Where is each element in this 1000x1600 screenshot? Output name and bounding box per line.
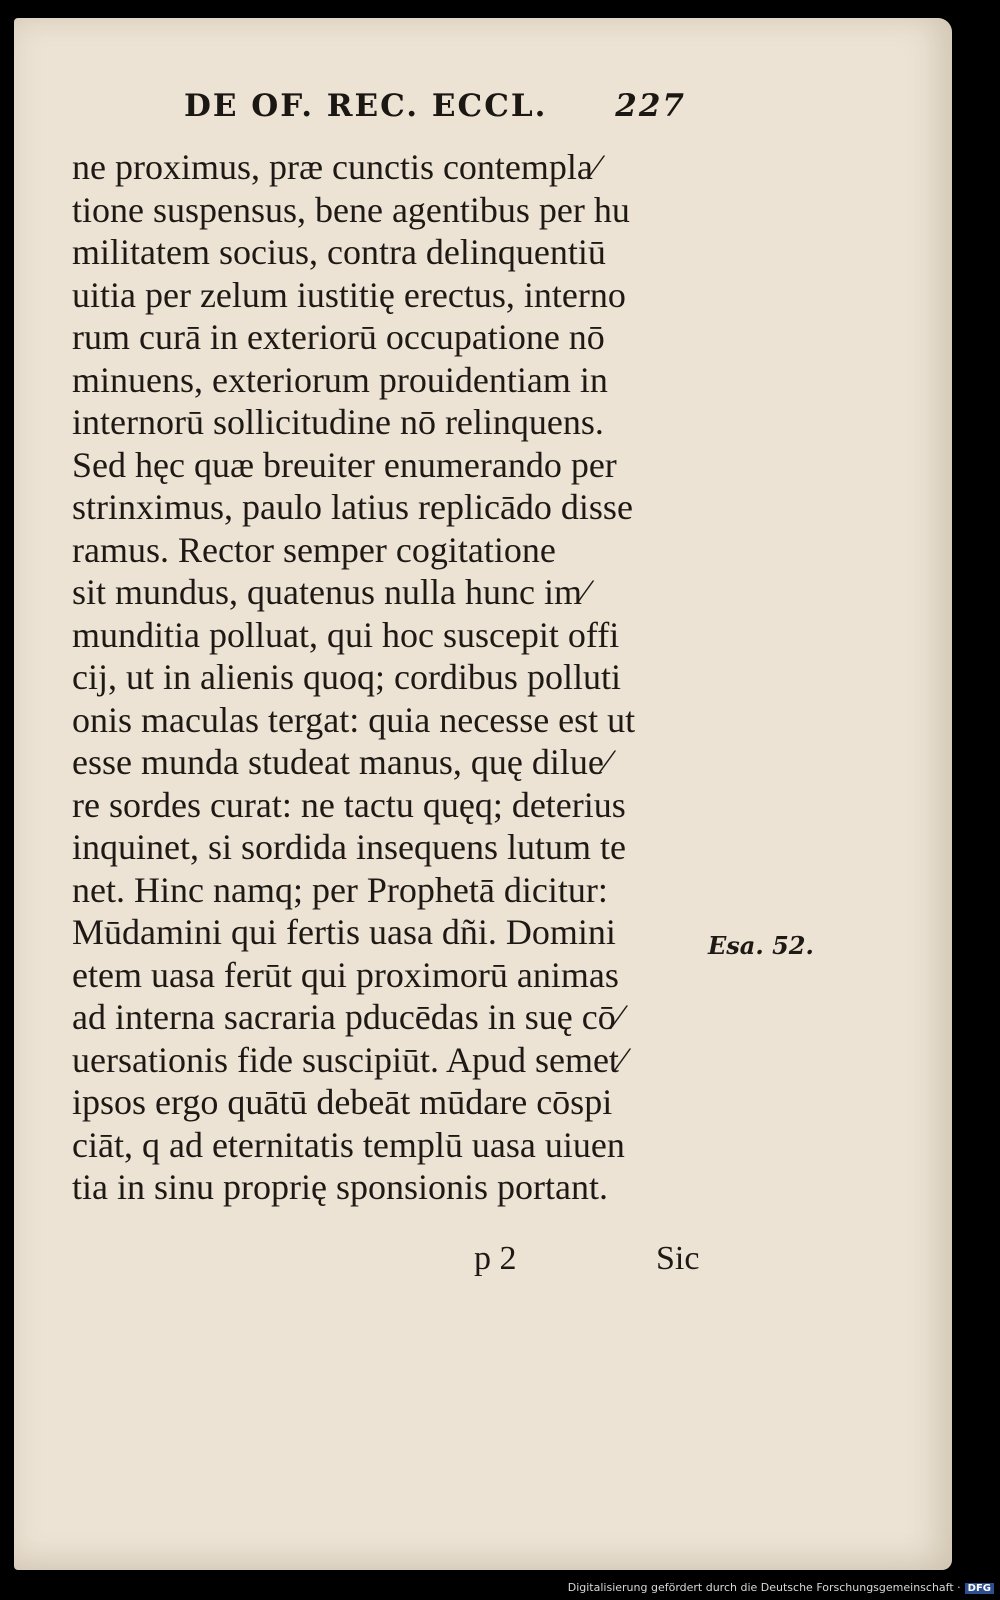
text-line: internorū sollicitudine nō relinquens. [72, 402, 604, 442]
text-line: re sordes curat: ne tactu quęq; deterius [72, 784, 626, 825]
text-line: cij, ut in alienis quoq; cordibus polluti [72, 657, 621, 697]
text-line: net. Hinc namq; per Prophetā dicitur: [72, 869, 608, 910]
body-text [72, 146, 712, 1209]
text-line: munditia polluat, qui hoc suscepit offi [72, 614, 620, 655]
signature-mark: p 2 [474, 1240, 517, 1277]
dfg-logo: DFG [965, 1583, 994, 1594]
text-line: etem uasa ferūt qui proximorū animas [72, 954, 619, 995]
text-line: tione suspensus, bene agentibus per hu [72, 189, 630, 230]
text-line: ipsos ergo quātū debeāt mūdare cōspi [72, 1082, 613, 1122]
text-line: onis maculas tergat: quia necesse est ut [72, 699, 636, 740]
text-line: strinximus, paulo latius replicādo disse [72, 487, 633, 527]
text-line: ad interna sacraria pducēdas in suę cō⁄ [72, 997, 622, 1037]
footer-text: Digitalisierung gefördert durch die Deutsche Forschungsgemeinschaft · [567, 1581, 961, 1594]
running-head-title: DE OF. REC. ECCL. [184, 88, 548, 124]
text-line: militatem socius, contra delinquentiū [72, 232, 606, 272]
book-page [14, 18, 952, 1570]
text-line: ramus. Rector semper cogitatione [72, 529, 556, 570]
text-line: minuens, exteriorum prouidentiam in [72, 359, 608, 400]
page-number: 227 [615, 88, 686, 124]
digitization-footer [568, 1581, 994, 1594]
text-line: rum curā in exteriorū occupatione nō [72, 317, 605, 357]
text-line: sit mundus, quatenus nulla hunc im⁄ [72, 572, 588, 612]
text-line: Mūdamini qui fertis uasa dñi. Domini [72, 912, 616, 952]
text-line: uitia per zelum iustitię erectus, interno [72, 274, 626, 315]
running-head [164, 80, 704, 130]
text-line: inquinet, si sordida insequens lutum te [72, 827, 626, 867]
text-line: ne proximus, præ cunctis contempla⁄ [72, 147, 599, 187]
text-line: tia in sinu proprię sponsionis portant. [72, 1167, 608, 1207]
text-line: ciāt, q ad eternitatis templū uasa uiuen [72, 1124, 625, 1165]
catchword: Sic [656, 1240, 700, 1277]
text-line: Sed hęc quæ breuiter enumerando per [72, 444, 617, 485]
text-line: uersationis fide suscipiūt. Apud semet⁄ [72, 1039, 625, 1080]
marginal-note: Esa. 52. [708, 931, 814, 960]
text-line: esse munda studeat manus, quę dilue⁄ [72, 742, 610, 782]
